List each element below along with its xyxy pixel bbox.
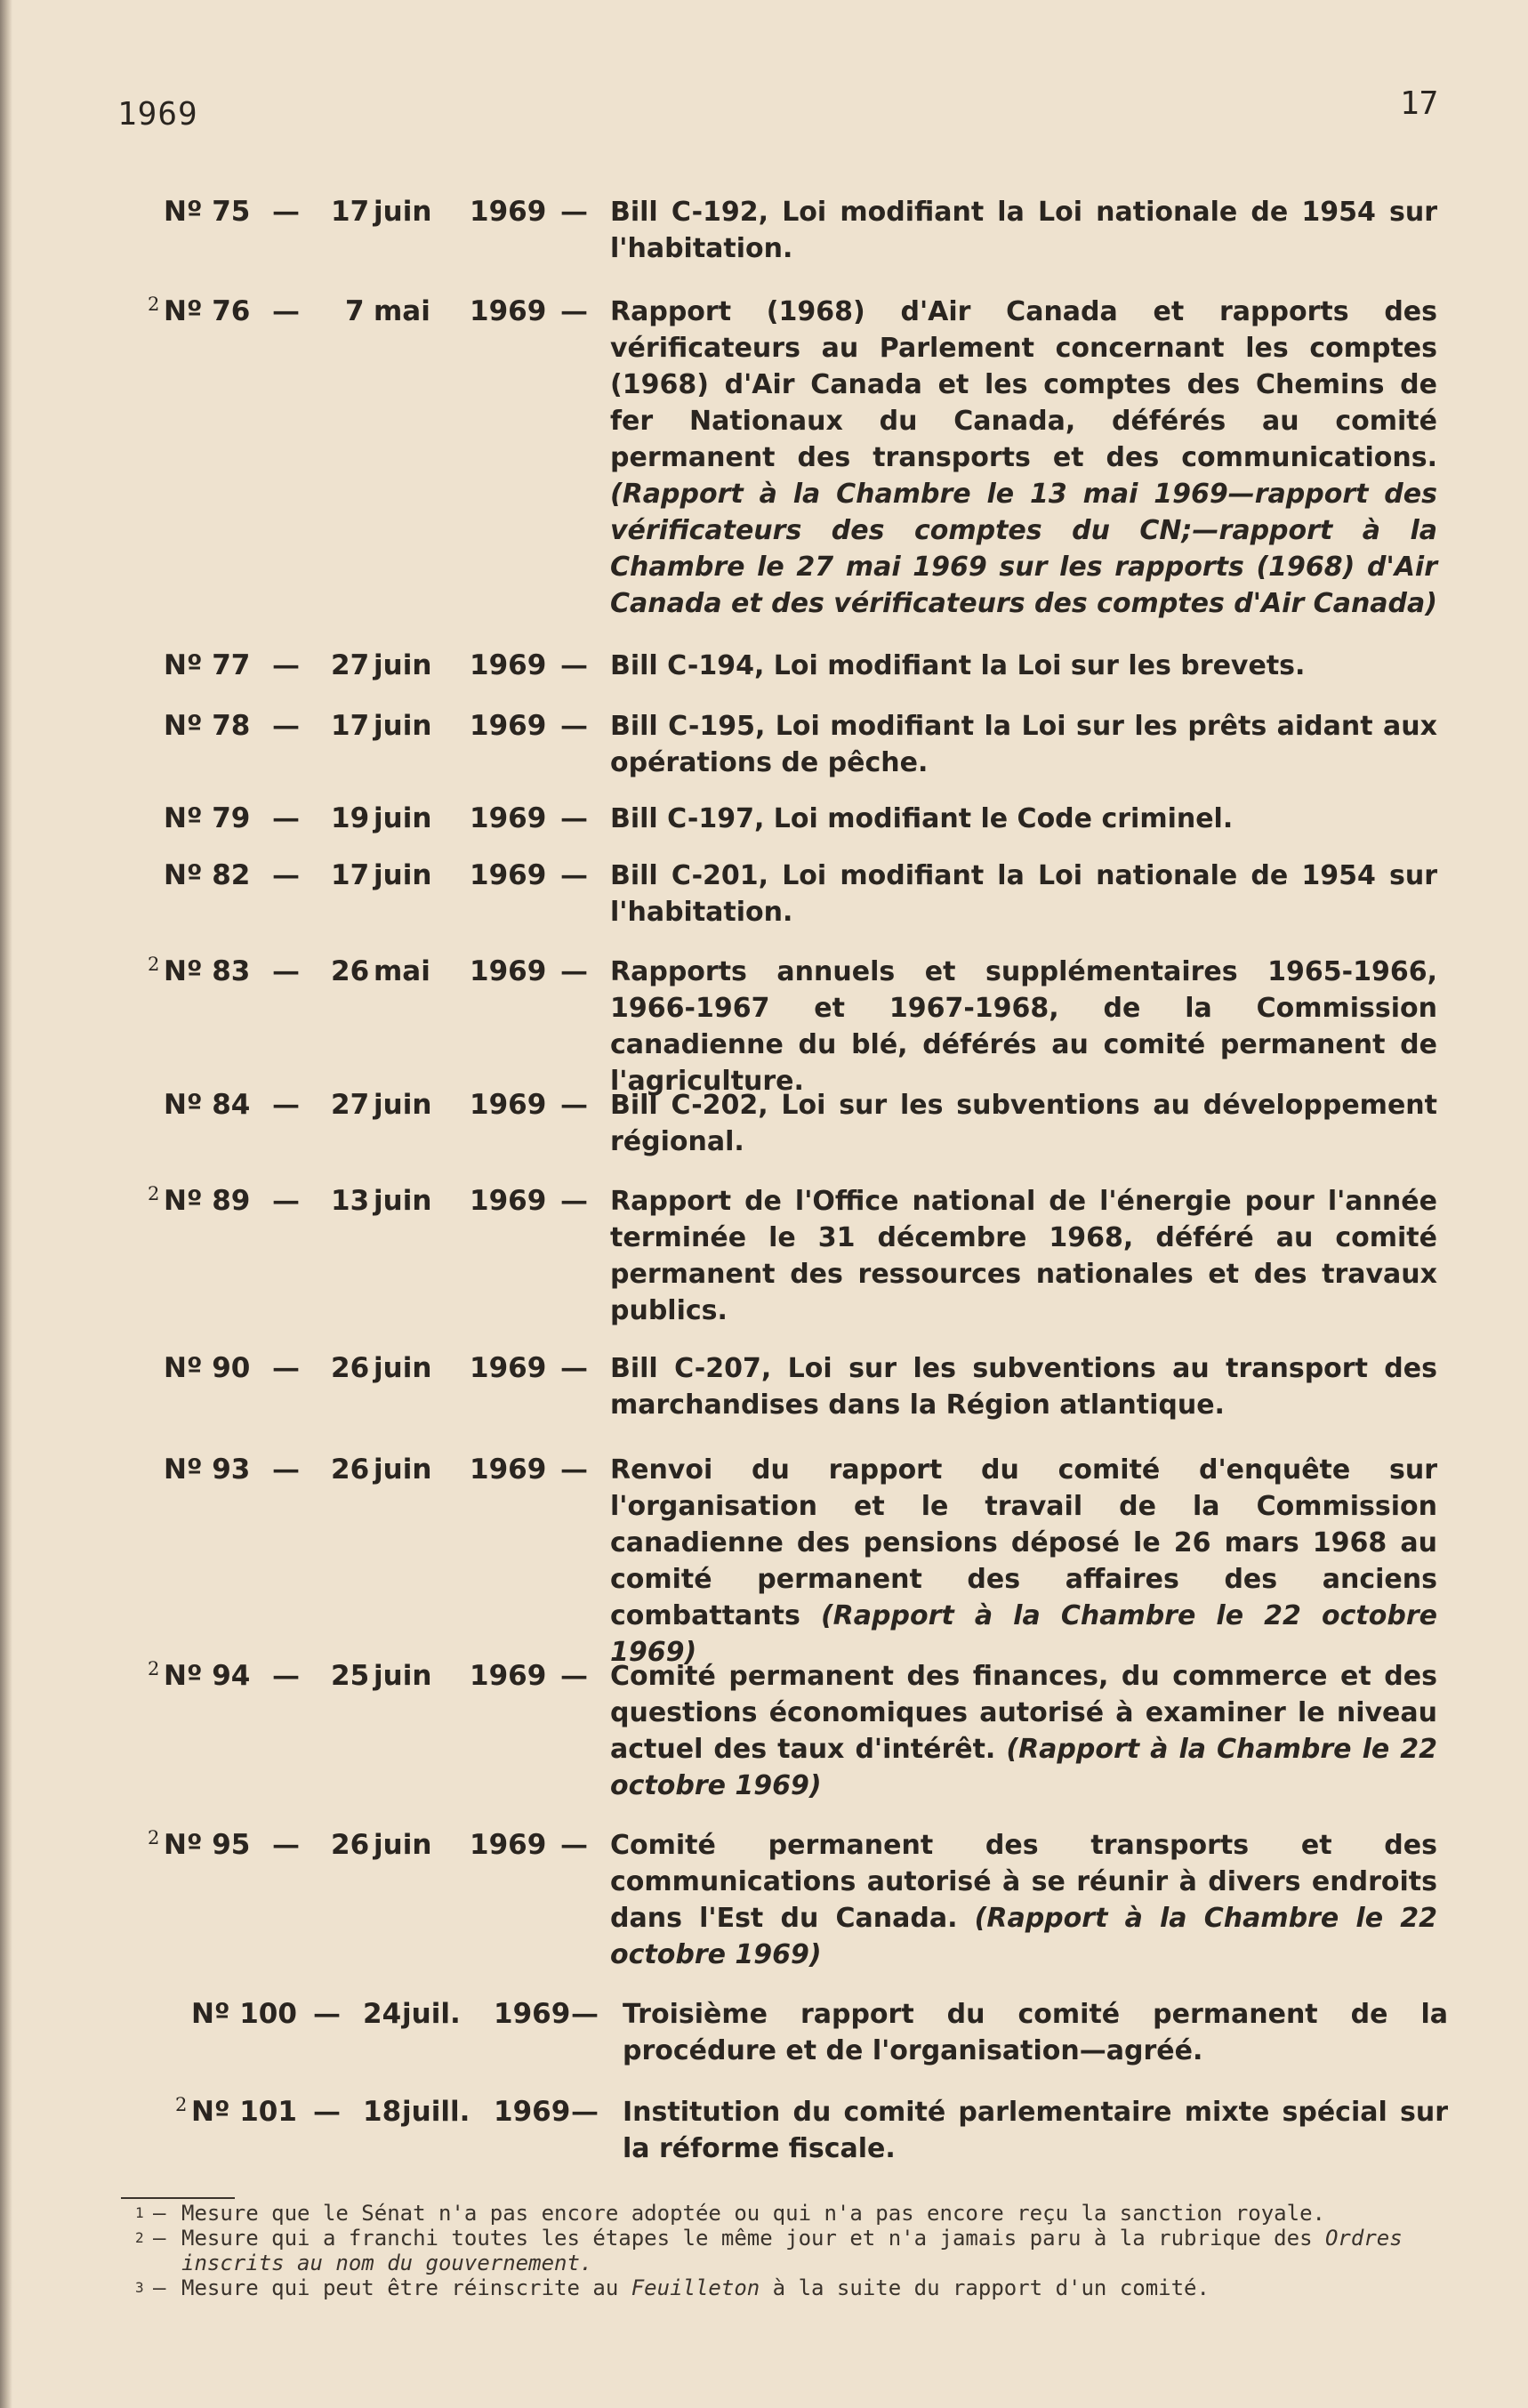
footnote-dash: — bbox=[153, 2226, 166, 2251]
separator-dash: — bbox=[272, 196, 300, 228]
entry-number: Nº 83 bbox=[164, 955, 251, 987]
footnote-italic-text: Feuilleton bbox=[631, 2275, 760, 2300]
entry-number: Nº 76 bbox=[164, 295, 251, 327]
entry-day: 26 bbox=[331, 1454, 370, 1486]
entry-number: Nº 77 bbox=[164, 649, 251, 681]
footnote-italic-text: Ordres inscrits au nom du gouvernement. bbox=[181, 2226, 1403, 2275]
separator-dash: — bbox=[560, 802, 588, 834]
entry-report-note: (Rapport à la Chambre le 22 octobre 1969) bbox=[610, 1734, 1437, 1801]
entry-report-note: (Rapport à la Chambre le 22 octobre 1969) bbox=[610, 1600, 1437, 1668]
entry-year: 1969 bbox=[470, 1660, 547, 1692]
entry-description-text: Bill C-194, Loi modifiant la Loi sur les brevets. bbox=[610, 650, 1306, 681]
entry-month: juin bbox=[374, 1829, 432, 1861]
separator-dash: — bbox=[560, 1660, 588, 1692]
entry-number: Nº 93 bbox=[164, 1454, 251, 1486]
entry-year: 1969 bbox=[470, 859, 547, 891]
separator-dash: — bbox=[272, 1660, 300, 1692]
entry-year: 1969 bbox=[470, 649, 547, 681]
entry-description-text: Rapports annuels et supplémentaires 1965-1966, 1966-1967 et 1967-1968, de la Commission canadienne du blé, déférés au comité permanent de l'agriculture. bbox=[610, 956, 1437, 1097]
entry-month: mai bbox=[374, 955, 430, 987]
separator-dash: — bbox=[272, 859, 300, 891]
entry-month: juin bbox=[374, 1089, 432, 1121]
entry-month: juill. bbox=[402, 2096, 470, 2128]
separator-dash: — bbox=[571, 2096, 599, 2128]
footnote bbox=[121, 2275, 1455, 2300]
entry-year: 1969 bbox=[470, 955, 547, 987]
entry-month: juin bbox=[374, 649, 432, 681]
entry-description-text: Comité permanent des transports et des communications autorisé à se réunir à divers endroits dans l'Est du Canada. bbox=[610, 1830, 1437, 1934]
entry-description bbox=[610, 708, 1437, 781]
separator-dash: — bbox=[560, 1829, 588, 1861]
separator-dash: — bbox=[272, 1829, 300, 1861]
footnote-text: Mesure que le Sénat n'a pas encore adoptée ou qui n'a pas encore reçu la sanction royale. bbox=[181, 2201, 1325, 2226]
entry-month: juin bbox=[374, 710, 432, 742]
entry-footnote-ref: 2 bbox=[148, 1183, 160, 1204]
entry-year: 1969 bbox=[470, 1089, 547, 1121]
entry-year: 1969 bbox=[470, 1352, 547, 1384]
entry-number: Nº 79 bbox=[164, 802, 251, 834]
entry-description-text: Rapport de l'Office national de l'énergie pour l'année terminée le 31 décembre 1968, déféré au comité permanent des ressources nationales et des travaux publics. bbox=[610, 1186, 1437, 1326]
entry-day: 18 bbox=[363, 2096, 402, 2128]
entry-footnote-ref: 2 bbox=[175, 2094, 188, 2115]
entry-description bbox=[610, 294, 1437, 622]
entry-description-text: Bill C-197, Loi modifiant le Code criminel. bbox=[610, 803, 1234, 834]
entry-description bbox=[610, 1350, 1437, 1423]
entry-description bbox=[610, 801, 1437, 837]
footnotes bbox=[121, 2201, 1455, 2300]
entry-description bbox=[610, 648, 1437, 684]
page-number: 17 bbox=[1400, 85, 1439, 122]
entry-number: Nº 89 bbox=[164, 1185, 251, 1217]
separator-dash: — bbox=[560, 859, 588, 891]
entry-month: mai bbox=[374, 295, 430, 327]
entry-month: juin bbox=[374, 1352, 432, 1384]
entry-description-text: Comité permanent des finances, du commerce et des questions économiques autorisé à examiner le niveau actuel des taux d'intérêt. bbox=[610, 1661, 1437, 1765]
separator-dash: — bbox=[560, 955, 588, 987]
entry-number: Nº 100 bbox=[191, 1998, 297, 2030]
separator-dash: — bbox=[272, 295, 300, 327]
entry-month: juin bbox=[374, 196, 432, 228]
entry-day: 13 bbox=[331, 1185, 370, 1217]
entry-day: 26 bbox=[331, 1829, 370, 1861]
entry-day: 17 bbox=[331, 859, 370, 891]
page-binding-edge bbox=[0, 0, 12, 2408]
entry-description-text: Renvoi du rapport du comité d'enquête sur l'organisation et le travail de la Commission canadienne des pensions déposé le 26 mars 1968 au comité permanent des affaires des anciens combattants bbox=[610, 1454, 1437, 1631]
entry-report-note: (Rapport à la Chambre le 22 octobre 1969) bbox=[610, 1903, 1437, 1970]
entry-description bbox=[610, 1658, 1437, 1804]
entry-year: 1969 bbox=[470, 710, 547, 742]
footnote-text-after: à la suite du rapport d'un comité. bbox=[760, 2275, 1210, 2300]
footnote-number: 2 bbox=[135, 2229, 144, 2246]
entry-description bbox=[610, 194, 1437, 267]
entry-year: 1969 bbox=[470, 1829, 547, 1861]
entry-year: 1969 bbox=[494, 2096, 571, 2128]
entry-description bbox=[610, 1827, 1437, 1973]
entry-description-text: Bill C-207, Loi sur les subventions au transport des marchandises dans la Région atlantique. bbox=[610, 1353, 1437, 1421]
footnote-text: Mesure qui a franchi toutes les étapes le même jour et n'a jamais paru à la rubrique des bbox=[181, 2226, 1325, 2251]
entry-footnote-ref: 2 bbox=[148, 1827, 160, 1848]
separator-dash: — bbox=[313, 2096, 341, 2128]
entry-number: Nº 95 bbox=[164, 1829, 251, 1861]
separator-dash: — bbox=[272, 1185, 300, 1217]
entry-day: 26 bbox=[331, 955, 370, 987]
separator-dash: — bbox=[272, 649, 300, 681]
footnote-number: 3 bbox=[135, 2279, 144, 2296]
entry-description-text: Bill C-201, Loi modifiant la Loi nationale de 1954 sur l'habitation. bbox=[610, 860, 1437, 928]
entry-description bbox=[623, 1996, 1448, 2069]
separator-dash: — bbox=[560, 1454, 588, 1486]
separator-dash: — bbox=[272, 710, 300, 742]
entry-day: 17 bbox=[331, 710, 370, 742]
separator-dash: — bbox=[560, 295, 588, 327]
entry-day: 26 bbox=[331, 1352, 370, 1384]
entry-number: Nº 78 bbox=[164, 710, 251, 742]
footnote-text: Mesure qui peut être réinscrite au bbox=[181, 2275, 631, 2300]
footnote-dash: — bbox=[153, 2275, 166, 2300]
entry-description bbox=[610, 858, 1437, 930]
entry-year: 1969 bbox=[470, 1185, 547, 1217]
entry-year: 1969 bbox=[494, 1998, 571, 2030]
entry-year: 1969 bbox=[470, 295, 547, 327]
entry-description-text: Bill C-202, Loi sur les subventions au développement régional. bbox=[610, 1090, 1437, 1157]
entry-footnote-ref: 2 bbox=[148, 954, 160, 975]
entry-description-text: Bill C-192, Loi modifiant la Loi nationale de 1954 sur l'habitation. bbox=[610, 197, 1437, 264]
entry-description-text: Bill C-195, Loi modifiant la Loi sur les prêts aidant aux opérations de pêche. bbox=[610, 711, 1437, 778]
separator-dash: — bbox=[313, 1998, 341, 2030]
entry-month: juil. bbox=[402, 1998, 461, 2030]
entry-report-note: (Rapport à la Chambre le 13 mai 1969—rapport des vérificateurs des comptes du CN;—rapport à la Chambre le 27 mai 1969 sur les rapports (1968) d'Air Canada et des vérificateurs des comptes d'Air Canada) bbox=[610, 479, 1437, 619]
separator-dash: — bbox=[272, 955, 300, 987]
footnote-dash: — bbox=[153, 2201, 166, 2226]
entry-year: 1969 bbox=[470, 1454, 547, 1486]
entry-number: Nº 84 bbox=[164, 1089, 251, 1121]
footnote bbox=[121, 2201, 1455, 2226]
separator-dash: — bbox=[272, 1352, 300, 1384]
separator-dash: — bbox=[560, 196, 588, 228]
entry-month: juin bbox=[374, 802, 432, 834]
entry-year: 1969 bbox=[470, 802, 547, 834]
entry-number: Nº 90 bbox=[164, 1352, 251, 1384]
separator-dash: — bbox=[272, 1454, 300, 1486]
separator-dash: — bbox=[560, 1352, 588, 1384]
entry-month: juin bbox=[374, 1185, 432, 1217]
running-header-year: 1969 bbox=[117, 96, 198, 133]
entry-description-text: Institution du comité parlementaire mixte spécial sur la réforme fiscale. bbox=[623, 2097, 1448, 2164]
entry-description-text: Rapport (1968) d'Air Canada et rapports des vérificateurs au Parlement concernant les comptes (1968) d'Air Canada et les comptes des Chemins de fer Nationaux du Canada, déférés au comité permanent des transports et des communications. bbox=[610, 296, 1437, 473]
footnote-number: 1 bbox=[135, 2204, 144, 2221]
entry-number: Nº 94 bbox=[164, 1660, 251, 1692]
entry-day: 27 bbox=[331, 1089, 370, 1121]
entry-day: 27 bbox=[331, 649, 370, 681]
separator-dash: — bbox=[272, 802, 300, 834]
separator-dash: — bbox=[560, 1185, 588, 1217]
entry-description bbox=[623, 2094, 1448, 2167]
entry-day: 17 bbox=[331, 196, 370, 228]
entry-number: Nº 82 bbox=[164, 859, 251, 891]
separator-dash: — bbox=[272, 1089, 300, 1121]
entry-description-text: Troisième rapport du comité permanent de la procédure et de l'organisation—agréé. bbox=[623, 1999, 1448, 2066]
entry-month: juin bbox=[374, 1454, 432, 1486]
entry-day: 7 bbox=[345, 295, 365, 327]
separator-dash: — bbox=[560, 1089, 588, 1121]
entry-day: 25 bbox=[331, 1660, 370, 1692]
footnote-rule bbox=[121, 2197, 235, 2199]
separator-dash: — bbox=[571, 1998, 599, 2030]
entry-day: 24 bbox=[363, 1998, 402, 2030]
entry-month: juin bbox=[374, 859, 432, 891]
entry-description bbox=[610, 1452, 1437, 1671]
footnote bbox=[121, 2226, 1455, 2275]
entry-year: 1969 bbox=[470, 196, 547, 228]
entry-number: Nº 75 bbox=[164, 196, 251, 228]
entry-month: juin bbox=[374, 1660, 432, 1692]
entry-description bbox=[610, 1183, 1437, 1329]
entry-number: Nº 101 bbox=[191, 2096, 297, 2128]
separator-dash: — bbox=[560, 710, 588, 742]
entry-footnote-ref: 2 bbox=[148, 294, 160, 315]
entry-footnote-ref: 2 bbox=[148, 1658, 160, 1679]
entry-description bbox=[610, 954, 1437, 1099]
entry-description bbox=[610, 1087, 1437, 1160]
separator-dash: — bbox=[560, 649, 588, 681]
entry-day: 19 bbox=[331, 802, 370, 834]
